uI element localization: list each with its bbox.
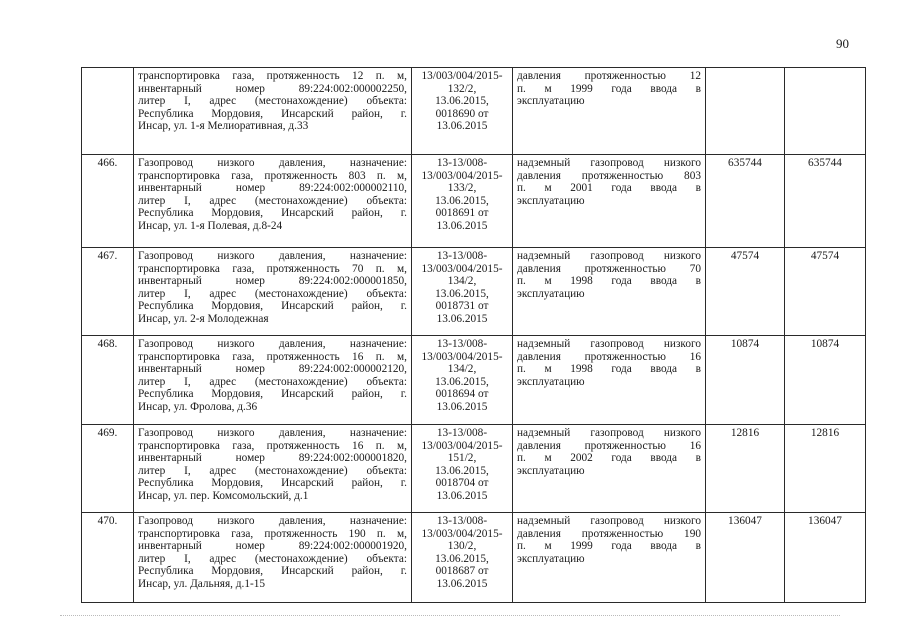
registration-line: 13/003/004/2015- bbox=[421, 527, 503, 540]
registration-line: 13.06.2015, bbox=[435, 464, 489, 477]
value-cell bbox=[706, 513, 785, 603]
registration-line: 13-13/008- bbox=[436, 338, 488, 350]
book-value: 47574 bbox=[730, 250, 760, 262]
characteristics-line: давления протяженностью 190 bbox=[517, 527, 701, 540]
registration-cell bbox=[412, 513, 513, 603]
characteristics-line: эксплуатацию bbox=[517, 95, 585, 108]
registration-cell bbox=[412, 68, 513, 155]
table-row bbox=[82, 248, 866, 336]
value-cell bbox=[785, 248, 866, 336]
table-row bbox=[82, 513, 866, 603]
characteristics-cell bbox=[513, 425, 706, 513]
description-line: литер I, адрес (местонахождение) объекта: bbox=[138, 194, 407, 207]
book-value: 635744 bbox=[728, 157, 762, 169]
object-description-cell bbox=[134, 425, 412, 513]
registration-cell bbox=[412, 425, 513, 513]
description-line: инвентарный номер 89:224:002:000001920, bbox=[138, 540, 407, 553]
book-value: 136047 bbox=[728, 515, 762, 527]
object-description-cell bbox=[134, 155, 412, 248]
characteristics-line: эксплуатацию bbox=[517, 287, 585, 300]
description-line: Республика Мордовия, Инсарский район, г. bbox=[138, 107, 407, 120]
registration-line: 13.06.2015 bbox=[436, 219, 488, 232]
registration-line: 151/2, bbox=[447, 452, 477, 465]
registration-line: 13-13/008- bbox=[436, 427, 488, 439]
value-cell bbox=[785, 155, 866, 248]
value-cell bbox=[706, 68, 785, 155]
registration-line: 13.06.2015 bbox=[436, 400, 488, 413]
registration-line: 13.06.2015 bbox=[436, 120, 488, 133]
description-line: Инсар, ул. Дальняя, д.1-15 bbox=[138, 577, 266, 590]
description-line: инвентарный номер 89:224:002:000001820, bbox=[138, 452, 407, 465]
description-line: инвентарный номер 89:224:002:000001850, bbox=[138, 275, 407, 288]
registration-line: 134/2, bbox=[447, 275, 477, 288]
characteristics-line: п. м 1998 года ввода в bbox=[517, 275, 701, 288]
registration-line: 0018690 от bbox=[435, 107, 489, 120]
characteristics-line: надземный газопровод низкого bbox=[517, 338, 701, 350]
row-number-cell bbox=[82, 68, 134, 155]
description-line: литер I, адрес (местонахождение) объекта: bbox=[138, 375, 407, 388]
characteristics-line: надземный газопровод низкого bbox=[517, 427, 701, 439]
value-cell bbox=[706, 425, 785, 513]
characteristics-line: давления протяженностью 16 bbox=[517, 350, 701, 363]
row-number: 466. bbox=[97, 157, 118, 169]
page-number: 90 bbox=[836, 36, 849, 51]
description-line: Республика Мордовия, Инсарский район, г. bbox=[138, 300, 407, 313]
characteristics-line: эксплуатацию bbox=[517, 375, 585, 388]
description-line: Инсар, ул. 1-я Полевая, д.8-24 bbox=[138, 219, 283, 232]
object-description-cell bbox=[134, 336, 412, 425]
registration-line: 132/2, bbox=[447, 82, 477, 95]
registration-line: 133/2, bbox=[447, 182, 477, 195]
description-line: инвентарный номер 89:224:002:000002250, bbox=[138, 82, 407, 95]
characteristics-line: п. м 1998 года ввода в bbox=[517, 363, 701, 376]
description-line: транспортировка газа, протяженность 16 п. м, bbox=[138, 350, 407, 363]
characteristics-line: надземный газопровод низкого bbox=[517, 515, 701, 527]
characteristics-cell bbox=[513, 513, 706, 603]
characteristics-line: надземный газопровод низкого bbox=[517, 157, 701, 169]
description-line: Газопровод низкого давления, назначение: bbox=[138, 515, 407, 527]
characteristics-line: надземный газопровод низкого bbox=[517, 250, 701, 262]
description-line: литер I, адрес (местонахождение) объекта: bbox=[138, 552, 407, 565]
registration-cell bbox=[412, 248, 513, 336]
registration-line: 0018704 от bbox=[435, 477, 489, 490]
description-line: инвентарный номер 89:224:002:000002110, bbox=[138, 182, 407, 195]
characteristics-line: эксплуатацию bbox=[517, 464, 585, 477]
row-number-cell bbox=[82, 155, 134, 248]
registration-line: 134/2, bbox=[447, 363, 477, 376]
row-number-cell bbox=[82, 513, 134, 603]
registration-line: 13.06.2015, bbox=[435, 194, 489, 207]
registration-line: 13/003/004/2015- bbox=[421, 262, 503, 275]
registration-cell bbox=[412, 336, 513, 425]
book-value: 10874 bbox=[730, 338, 760, 350]
row-number-cell bbox=[82, 425, 134, 513]
row-number: 468. bbox=[97, 338, 118, 350]
characteristics-line: эксплуатацию bbox=[517, 194, 585, 207]
registration-line: 13/003/004/2015- bbox=[421, 350, 503, 363]
registration-line: 13.06.2015, bbox=[435, 287, 489, 300]
description-line: Газопровод низкого давления, назначение: bbox=[138, 427, 407, 439]
characteristics-cell bbox=[513, 155, 706, 248]
book-value: 12816 bbox=[730, 427, 760, 439]
table-row bbox=[82, 68, 866, 155]
scan-artifact-divider bbox=[60, 615, 840, 617]
description-line: инвентарный номер 89:224:002:000002120, bbox=[138, 363, 407, 376]
table-row bbox=[82, 155, 866, 248]
object-description-cell bbox=[134, 68, 412, 155]
characteristics-line: давления протяженностью 70 bbox=[517, 262, 701, 275]
registration-line: 13/003/004/2015- bbox=[421, 169, 503, 182]
description-line: Инсар, ул. пер. Комсомольский, д.1 bbox=[138, 489, 309, 502]
registration-line: 13.06.2015 bbox=[436, 577, 488, 590]
value-cell bbox=[706, 155, 785, 248]
registry-body bbox=[82, 68, 866, 603]
value-cell bbox=[785, 513, 866, 603]
value-cell bbox=[785, 68, 866, 155]
registration-line: 0018687 от bbox=[435, 565, 489, 578]
description-line: Республика Мордовия, Инсарский район, г. bbox=[138, 565, 407, 578]
registration-line: 0018731 от bbox=[435, 300, 489, 313]
description-line: Республика Мордовия, Инсарский район, г. bbox=[138, 207, 407, 220]
description-line: Республика Мордовия, Инсарский район, г. bbox=[138, 477, 407, 490]
row-number: 469. bbox=[97, 427, 118, 439]
row-number: 467. bbox=[97, 250, 118, 262]
description-line: транспортировка газа, протяженность 70 п. м, bbox=[138, 262, 407, 275]
row-number-cell bbox=[82, 248, 134, 336]
registration-line: 0018691 от bbox=[435, 207, 489, 220]
description-line: литер I, адрес (местонахождение) объекта: bbox=[138, 95, 407, 108]
registration-line: 13-13/008- bbox=[436, 515, 488, 527]
characteristics-line: п. м 2001 года ввода в bbox=[517, 182, 701, 195]
object-description-cell bbox=[134, 248, 412, 336]
characteristics-line: п. м 1999 года ввода в bbox=[517, 540, 701, 553]
characteristics-line: давления протяженностью 16 bbox=[517, 439, 701, 452]
registration-line: 13/003/004/2015- bbox=[421, 439, 503, 452]
registration-line: 0018694 от bbox=[435, 388, 489, 401]
registration-cell bbox=[412, 155, 513, 248]
description-line: Республика Мордовия, Инсарский район, г. bbox=[138, 388, 407, 401]
registration-line: 13-13/008- bbox=[436, 157, 488, 169]
residual-value: 10874 bbox=[810, 338, 840, 350]
residual-value: 12816 bbox=[810, 427, 840, 439]
table-row bbox=[82, 336, 866, 425]
residual-value: 47574 bbox=[810, 250, 840, 262]
characteristics-cell bbox=[513, 248, 706, 336]
description-line: транспортировка газа, протяженность 12 п. м, bbox=[138, 70, 407, 82]
row-number: 470. bbox=[97, 515, 118, 527]
description-line: транспортировка газа, протяженность 190 п. м, bbox=[138, 527, 407, 540]
value-cell bbox=[785, 425, 866, 513]
registration-line: 13.06.2015, bbox=[435, 552, 489, 565]
row-number-cell bbox=[82, 336, 134, 425]
residual-value: 635744 bbox=[808, 157, 842, 169]
registration-line: 13-13/008- bbox=[436, 250, 488, 262]
description-line: Инсар, ул. Фролова, д.36 bbox=[138, 400, 258, 413]
residual-value: 136047 bbox=[808, 515, 842, 527]
characteristics-line: давления протяженностью 12 bbox=[517, 70, 701, 82]
characteristics-line: давления протяженностью 803 bbox=[517, 169, 701, 182]
description-line: литер I, адрес (местонахождение) объекта: bbox=[138, 464, 407, 477]
characteristics-line: п. м 1999 года ввода в bbox=[517, 82, 701, 95]
registration-line: 13.06.2015 bbox=[436, 489, 488, 502]
description-line: транспортировка газа, протяженность 803 п. м, bbox=[138, 169, 407, 182]
description-line: Газопровод низкого давления, назначение: bbox=[138, 157, 407, 169]
description-line: литер I, адрес (местонахождение) объекта: bbox=[138, 287, 407, 300]
property-registry-table bbox=[81, 67, 866, 603]
registration-line: 13.06.2015, bbox=[435, 375, 489, 388]
value-cell bbox=[706, 248, 785, 336]
characteristics-cell bbox=[513, 68, 706, 155]
registration-line: 13.06.2015, bbox=[435, 95, 489, 108]
characteristics-line: п. м 2002 года ввода в bbox=[517, 452, 701, 465]
registration-line: 13/003/004/2015- bbox=[421, 70, 503, 82]
value-cell bbox=[706, 336, 785, 425]
description-line: Газопровод низкого давления, назначение: bbox=[138, 250, 407, 262]
characteristics-line: эксплуатацию bbox=[517, 552, 585, 565]
description-line: транспортировка газа, протяженность 16 п. м, bbox=[138, 439, 407, 452]
description-line: Газопровод низкого давления, назначение: bbox=[138, 338, 407, 350]
object-description-cell bbox=[134, 513, 412, 603]
registration-line: 13.06.2015 bbox=[436, 312, 488, 325]
characteristics-cell bbox=[513, 336, 706, 425]
description-line: Инсар, ул. 2-я Молодежная bbox=[138, 312, 269, 325]
registration-line: 130/2, bbox=[447, 540, 477, 553]
description-line: Инсар, ул. 1-я Мелиоративная, д.33 bbox=[138, 120, 309, 133]
value-cell bbox=[785, 336, 866, 425]
table-row bbox=[82, 425, 866, 513]
